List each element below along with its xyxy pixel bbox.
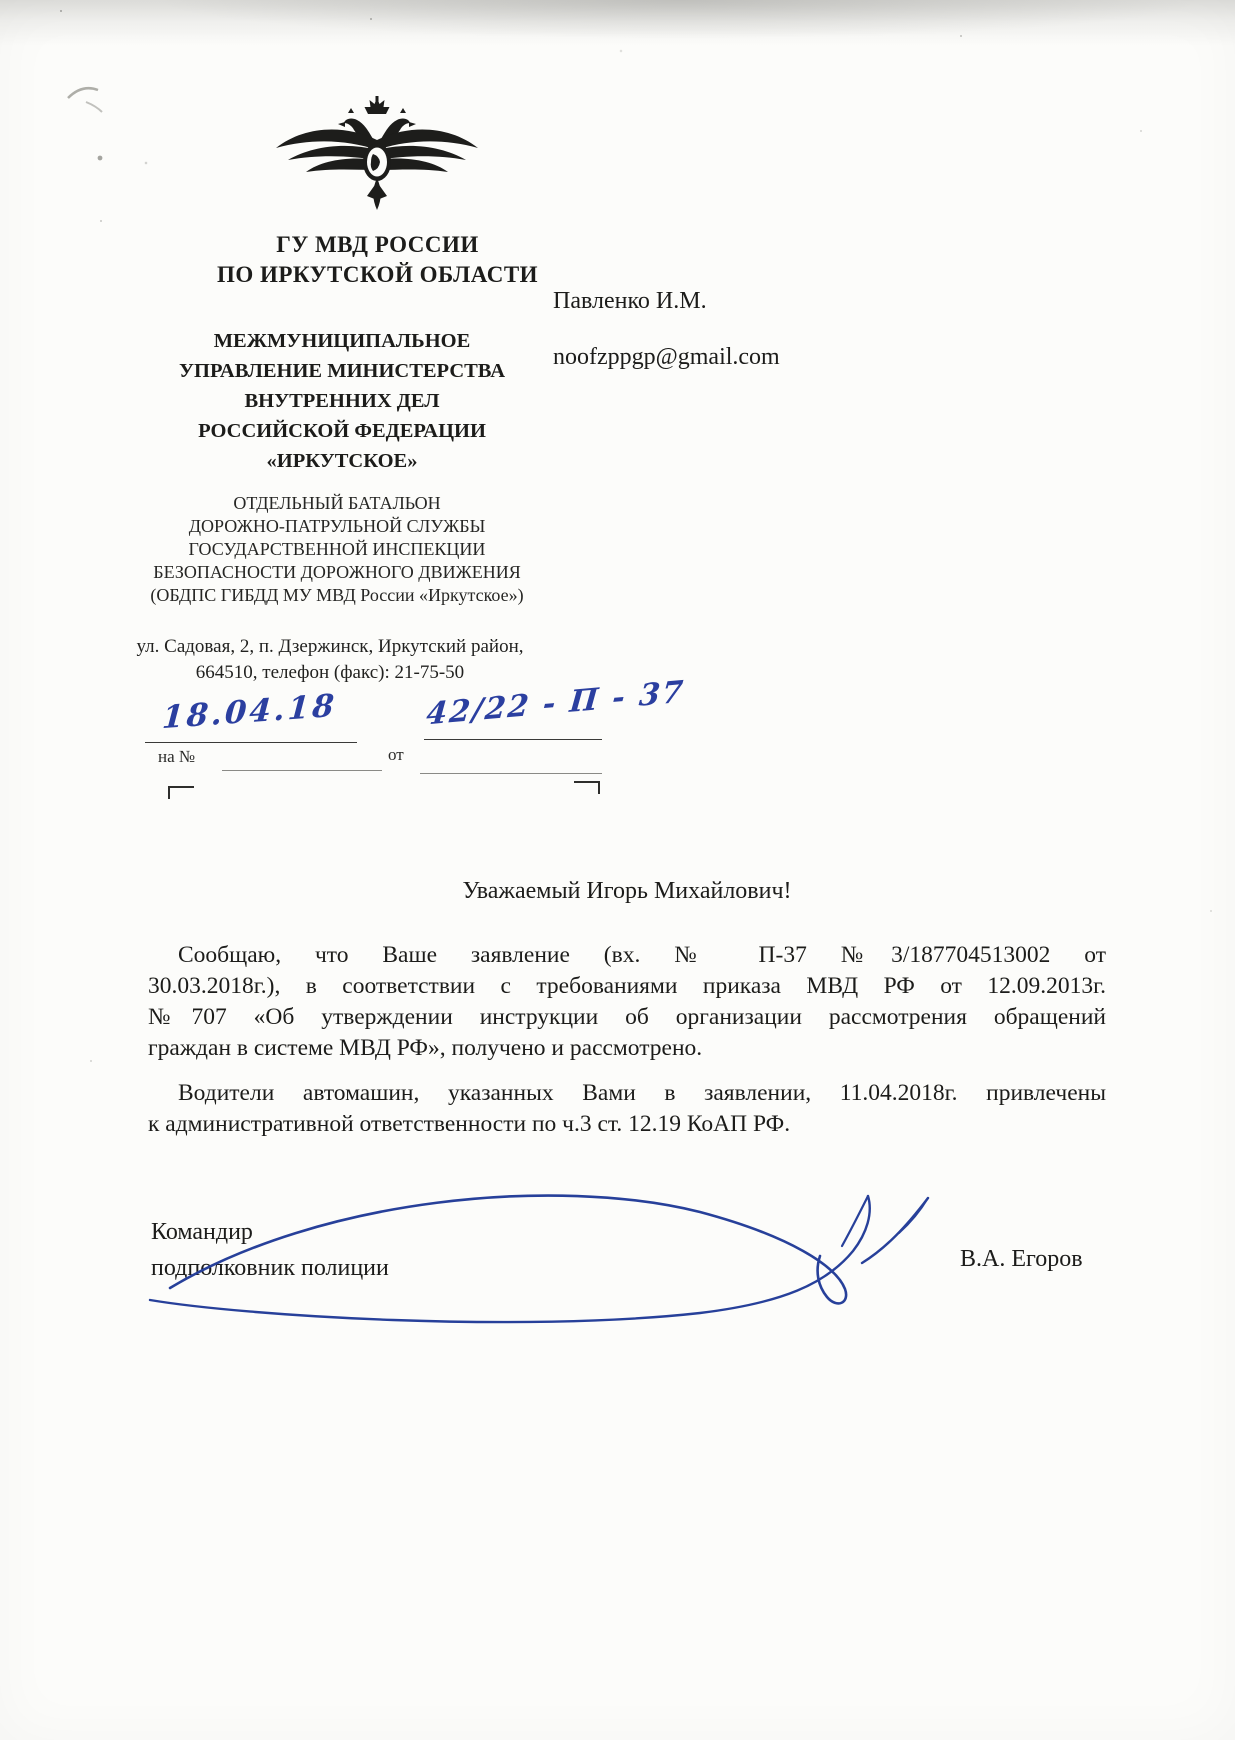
salutation: Уважаемый Игорь Михайлович! [462, 878, 792, 904]
org-unit-line: БЕЗОПАСНОСТИ ДОРОЖНОГО ДВИЖЕНИЯ [153, 562, 521, 582]
body-paragraph-1 [148, 940, 1106, 1064]
body-line: 30.03.2018г.), в соответствии с требованиями приказа МВД РФ от 12.09.2013г. [148, 973, 1106, 999]
signer-position [151, 1214, 389, 1286]
address-corner-mark-left [168, 786, 194, 799]
body-line: к административной ответственности по ч.3 ст. 12.19 КоАП РФ. [148, 1111, 791, 1137]
org-main-line: «ИРКУТСКОЕ» [266, 450, 418, 472]
body-paragraph-2 [148, 1078, 1106, 1140]
org-address [100, 634, 560, 686]
body-line: №707 «Об утверждении инструкции об организации рассмотрения обращений [148, 1004, 1106, 1030]
from-label: от [388, 745, 404, 764]
recipient-name: Павленко И.М. [553, 288, 707, 314]
org-top-line: ПО ИРКУТСКОЙ ОБЛАСТИ [216, 262, 539, 287]
org-unit-line: (ОБДПС ГИБДД МУ МВД России «Иркутское») [150, 585, 524, 605]
number-rule [424, 739, 602, 740]
org-address-line: ул. Садовая, 2, п. Дзержинск, Иркутский район, [136, 636, 524, 657]
scan-specks [60, 10, 62, 12]
org-main-line: УПРАВЛЕНИЕ МИНИСТЕРСТВА [179, 360, 505, 382]
mvd-double-headed-eagle-icon [272, 96, 482, 216]
org-main-name [112, 326, 572, 476]
org-main-line: РОССИЙСКОЙ ФЕДЕРАЦИИ [198, 420, 486, 442]
address-corner-mark-right [574, 781, 600, 794]
handwritten-outgoing-number: 42/22 - П - 37 [424, 674, 687, 733]
org-top-line: ГУ МВД РОССИИ [276, 232, 479, 257]
body-line: граждан в системе МВД РФ», получено и рассмотрено. [148, 1035, 703, 1061]
org-unit-name [107, 492, 567, 607]
body-line: Сообщаю, что Ваше заявление (вх. № П-37 №3/187704513002 от [178, 942, 1106, 968]
signer-position-line1: Командир [151, 1219, 253, 1245]
org-unit-line: ОТДЕЛЬНЫЙ БАТАЛЬОН [233, 493, 441, 513]
org-top-name [150, 230, 605, 290]
scan-noise-band [0, 0, 1235, 46]
signer-name: В.А. Егоров [960, 1246, 1083, 1272]
org-main-line: ВНУТРЕННИХ ДЕЛ [244, 390, 440, 412]
handwritten-outgoing-date: 18.04.18 [160, 687, 339, 737]
recipient-email: noofzppgp@gmail.com [553, 344, 780, 370]
date-rule [145, 742, 357, 743]
signer-position-line2: подполковник полиции [151, 1255, 389, 1281]
org-unit-line: ДОРОЖНО-ПАТРУЛЬНОЙ СЛУЖБЫ [188, 516, 486, 536]
org-main-line: МЕЖМУНИЦИПАЛЬНОЕ [213, 330, 471, 352]
body-line: Водители автомашин, указанных Вами в заявлении, 11.04.2018г. привлечены [178, 1080, 1106, 1106]
incoming-number-blank-rule [222, 770, 382, 771]
org-address-line: 664510, телефон (факс): 21-75-50 [195, 662, 465, 683]
incoming-date-blank-rule [420, 773, 602, 774]
on-number-label: на № [158, 747, 196, 766]
org-unit-line: ГОСУДАРСТВЕННОЙ ИНСПЕКЦИИ [188, 539, 486, 559]
